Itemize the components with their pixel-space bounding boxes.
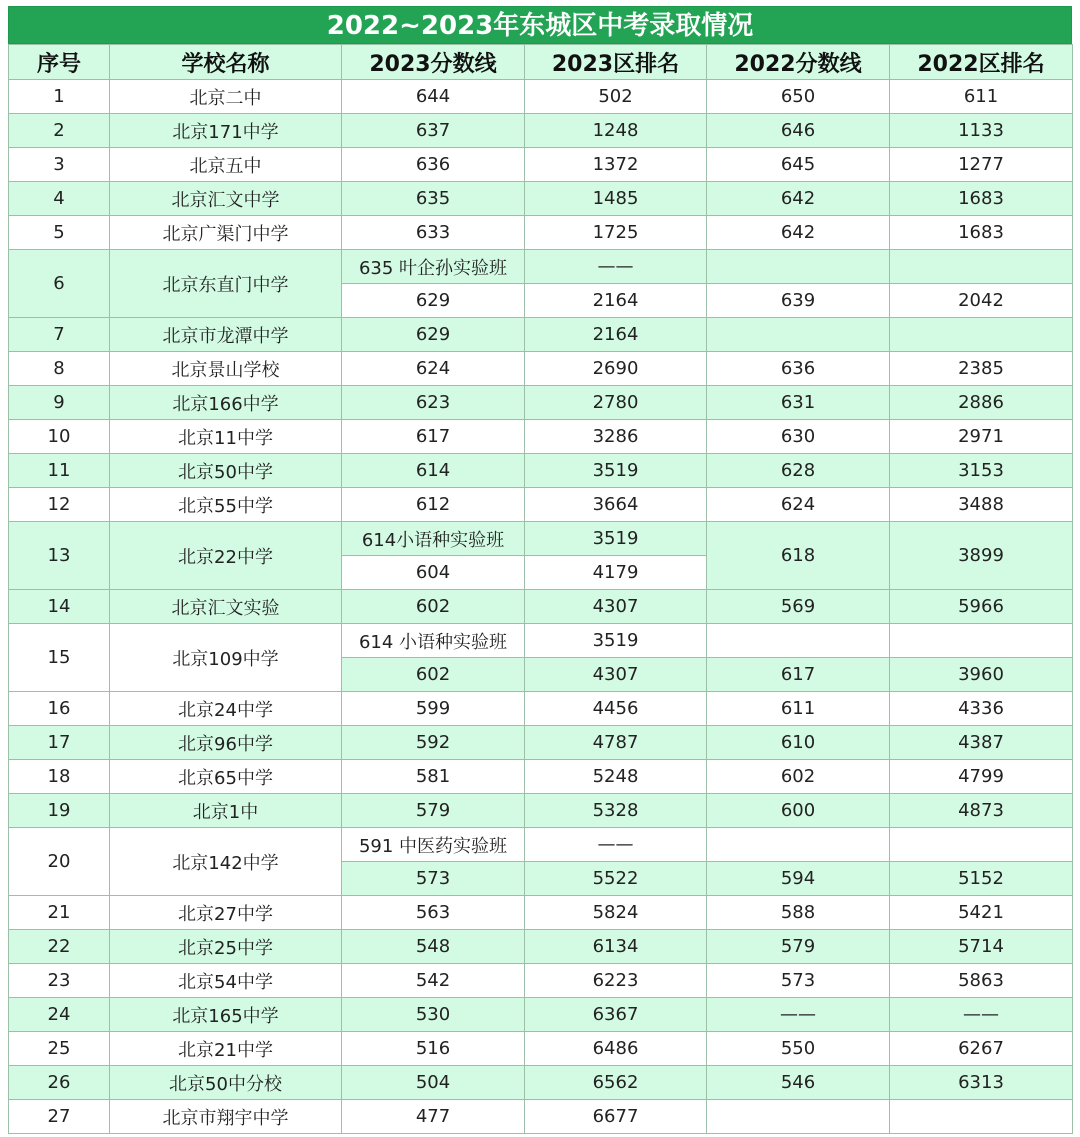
- school-name: 北京市翔宇中学: [110, 1100, 342, 1134]
- row-number: 10: [9, 420, 110, 454]
- score-2022: 594: [707, 862, 890, 896]
- admission-table-container: [8, 6, 1072, 1134]
- row-number: 21: [9, 896, 110, 930]
- rank-2023: 6367: [525, 998, 707, 1032]
- rank-2022: [890, 250, 1073, 284]
- rank-2023: 2164: [525, 284, 707, 318]
- score-2022: [707, 1100, 890, 1134]
- rank-2022: 5863: [890, 964, 1073, 998]
- score-2023: 599: [342, 692, 525, 726]
- score-2022: [707, 624, 890, 658]
- row-number: 11: [9, 454, 110, 488]
- rank-2022: 6267: [890, 1032, 1073, 1066]
- rank-2023: 4307: [525, 590, 707, 624]
- row-number: 4: [9, 182, 110, 216]
- rank-2022: 2886: [890, 386, 1073, 420]
- row-number: 5: [9, 216, 110, 250]
- table-row: [9, 590, 1073, 624]
- rank-2023: 4456: [525, 692, 707, 726]
- score-2022: 588: [707, 896, 890, 930]
- rank-2022: 4336: [890, 692, 1073, 726]
- rank-2022: 5714: [890, 930, 1073, 964]
- table-row: [9, 1066, 1073, 1100]
- score-2023: 624: [342, 352, 525, 386]
- score-2022: [707, 828, 890, 862]
- rank-2023: 3664: [525, 488, 707, 522]
- school-name: 北京1中: [110, 794, 342, 828]
- school-name: 北京五中: [110, 148, 342, 182]
- rank-2023: 1248: [525, 114, 707, 148]
- score-2023: 635: [342, 182, 525, 216]
- score-2023: 644: [342, 80, 525, 114]
- score-2022: 610: [707, 726, 890, 760]
- rank-2023: 6223: [525, 964, 707, 998]
- rank-2023: 2164: [525, 318, 707, 352]
- row-number: 19: [9, 794, 110, 828]
- rank-2023-special: 3519: [525, 624, 707, 658]
- score-2023: 629: [342, 284, 525, 318]
- score-2022: 624: [707, 488, 890, 522]
- rank-2023: 502: [525, 80, 707, 114]
- row-number: 17: [9, 726, 110, 760]
- score-2022: 650: [707, 80, 890, 114]
- score-2023: 602: [342, 658, 525, 692]
- rank-2023-special: 3519: [525, 522, 707, 556]
- table-row: [9, 386, 1073, 420]
- score-2022: 579: [707, 930, 890, 964]
- header-cell: 2023区排名: [525, 45, 707, 80]
- row-number: 2: [9, 114, 110, 148]
- school-name: 北京109中学: [110, 624, 342, 692]
- header-cell: 学校名称: [110, 45, 342, 80]
- school-name: 北京东直门中学: [110, 250, 342, 318]
- table-row: [9, 998, 1073, 1032]
- school-name: 北京22中学: [110, 522, 342, 590]
- score-2023: 614: [342, 454, 525, 488]
- score-2022: 550: [707, 1032, 890, 1066]
- rank-2023: 3519: [525, 454, 707, 488]
- rank-2023: 5522: [525, 862, 707, 896]
- school-name: 北京景山学校: [110, 352, 342, 386]
- table-row: [9, 488, 1073, 522]
- row-number: 24: [9, 998, 110, 1032]
- row-number: 26: [9, 1066, 110, 1100]
- row-number: 16: [9, 692, 110, 726]
- row-number: 12: [9, 488, 110, 522]
- school-name: 北京55中学: [110, 488, 342, 522]
- row-number: 22: [9, 930, 110, 964]
- row-number: 6: [9, 250, 110, 318]
- score-2023-special: 635 叶企孙实验班: [342, 250, 525, 284]
- school-name: 北京165中学: [110, 998, 342, 1032]
- school-name: 北京汇文实验: [110, 590, 342, 624]
- table-row: [9, 930, 1073, 964]
- school-name: 北京65中学: [110, 760, 342, 794]
- rank-2023: 6486: [525, 1032, 707, 1066]
- score-2022: 642: [707, 216, 890, 250]
- rank-2023: 6134: [525, 930, 707, 964]
- school-name: 北京166中学: [110, 386, 342, 420]
- rank-2022: 1683: [890, 216, 1073, 250]
- header-cell: 序号: [9, 45, 110, 80]
- score-2023: 617: [342, 420, 525, 454]
- score-2022: [707, 318, 890, 352]
- score-2023: 516: [342, 1032, 525, 1066]
- school-name: 北京市龙潭中学: [110, 318, 342, 352]
- school-name: 北京96中学: [110, 726, 342, 760]
- rank-2022: 4873: [890, 794, 1073, 828]
- score-2022: 639: [707, 284, 890, 318]
- rank-2022: 3899: [890, 522, 1073, 590]
- score-2022: [707, 250, 890, 284]
- rank-2022: [890, 318, 1073, 352]
- school-name: 北京25中学: [110, 930, 342, 964]
- rank-2022: 1133: [890, 114, 1073, 148]
- rank-2023: 6677: [525, 1100, 707, 1134]
- rank-2022: 1277: [890, 148, 1073, 182]
- school-name: 北京171中学: [110, 114, 342, 148]
- score-2023: 602: [342, 590, 525, 624]
- table-row: [9, 896, 1073, 930]
- score-2022: 600: [707, 794, 890, 828]
- score-2023-special: 591 中医药实验班: [342, 828, 525, 862]
- rank-2022: 4799: [890, 760, 1073, 794]
- rank-2023: 4179: [525, 556, 707, 590]
- rank-2022: 3153: [890, 454, 1073, 488]
- row-number: 1: [9, 80, 110, 114]
- table-row: [9, 624, 1073, 658]
- rank-2023: 1485: [525, 182, 707, 216]
- rank-2022: 5966: [890, 590, 1073, 624]
- row-number: 20: [9, 828, 110, 896]
- table-row: [9, 726, 1073, 760]
- row-number: 8: [9, 352, 110, 386]
- rank-2022: [890, 1100, 1073, 1134]
- rank-2023: 3286: [525, 420, 707, 454]
- score-2022: 645: [707, 148, 890, 182]
- row-number: 25: [9, 1032, 110, 1066]
- rank-2023: 2780: [525, 386, 707, 420]
- table-row: [9, 420, 1073, 454]
- score-2023: 573: [342, 862, 525, 896]
- rank-2022: [890, 828, 1073, 862]
- score-2022: 642: [707, 182, 890, 216]
- table-row: [9, 148, 1073, 182]
- table-row: [9, 454, 1073, 488]
- table-row: [9, 692, 1073, 726]
- table-row: [9, 1100, 1073, 1134]
- score-2023-special: 614 小语种实验班: [342, 624, 525, 658]
- row-number: 7: [9, 318, 110, 352]
- rank-2022: 2971: [890, 420, 1073, 454]
- rank-2023: 4307: [525, 658, 707, 692]
- rank-2022: 2385: [890, 352, 1073, 386]
- score-2023: 623: [342, 386, 525, 420]
- score-2023: 636: [342, 148, 525, 182]
- table-row: [9, 318, 1073, 352]
- rank-2022: 5152: [890, 862, 1073, 896]
- school-name: 北京24中学: [110, 692, 342, 726]
- score-2022: 630: [707, 420, 890, 454]
- rank-2022: 3488: [890, 488, 1073, 522]
- school-name: 北京二中: [110, 80, 342, 114]
- table-row: [9, 80, 1073, 114]
- score-2023: 563: [342, 896, 525, 930]
- rank-2022: 6313: [890, 1066, 1073, 1100]
- score-2023: 504: [342, 1066, 525, 1100]
- school-name: 北京11中学: [110, 420, 342, 454]
- table-row: [9, 794, 1073, 828]
- school-name: 北京54中学: [110, 964, 342, 998]
- score-2022: 546: [707, 1066, 890, 1100]
- rank-2022: [890, 624, 1073, 658]
- score-2023: 530: [342, 998, 525, 1032]
- row-number: 9: [9, 386, 110, 420]
- score-2023: 542: [342, 964, 525, 998]
- rank-2023: 5328: [525, 794, 707, 828]
- score-2023: 581: [342, 760, 525, 794]
- table-row: [9, 182, 1073, 216]
- school-name: 北京50中学: [110, 454, 342, 488]
- score-2022: 617: [707, 658, 890, 692]
- table-row: [9, 828, 1073, 862]
- rank-2023: 1725: [525, 216, 707, 250]
- school-name: 北京汇文中学: [110, 182, 342, 216]
- score-2023-special: 614小语种实验班: [342, 522, 525, 556]
- score-2022: 602: [707, 760, 890, 794]
- score-2022: 569: [707, 590, 890, 624]
- rank-2022: ——: [890, 998, 1073, 1032]
- table-row: [9, 216, 1073, 250]
- table-row: [9, 1032, 1073, 1066]
- table-row: [9, 522, 1073, 556]
- row-number: 27: [9, 1100, 110, 1134]
- score-2022: 636: [707, 352, 890, 386]
- rank-2023: 5248: [525, 760, 707, 794]
- school-name: 北京广渠门中学: [110, 216, 342, 250]
- header-cell: 2022区排名: [890, 45, 1073, 80]
- score-2023: 604: [342, 556, 525, 590]
- score-2023: 637: [342, 114, 525, 148]
- score-2022: ——: [707, 998, 890, 1032]
- score-2023: 629: [342, 318, 525, 352]
- score-2023: 633: [342, 216, 525, 250]
- rank-2022: 611: [890, 80, 1073, 114]
- table-row: [9, 114, 1073, 148]
- row-number: 18: [9, 760, 110, 794]
- rank-2023-special: ——: [525, 250, 707, 284]
- rank-2022: 3960: [890, 658, 1073, 692]
- score-2023: 592: [342, 726, 525, 760]
- row-number: 3: [9, 148, 110, 182]
- score-2022: 628: [707, 454, 890, 488]
- rank-2022: 2042: [890, 284, 1073, 318]
- rank-2023: 5824: [525, 896, 707, 930]
- rank-2023: 1372: [525, 148, 707, 182]
- row-number: 23: [9, 964, 110, 998]
- score-2022: 618: [707, 522, 890, 590]
- header-cell: 2023分数线: [342, 45, 525, 80]
- score-2023: 477: [342, 1100, 525, 1134]
- rank-2023: 4787: [525, 726, 707, 760]
- table-row: [9, 760, 1073, 794]
- rank-2023: 2690: [525, 352, 707, 386]
- admission-table: [8, 44, 1073, 1134]
- school-name: 北京21中学: [110, 1032, 342, 1066]
- header-row: [9, 45, 1073, 80]
- rank-2022: 5421: [890, 896, 1073, 930]
- rank-2023: 6562: [525, 1066, 707, 1100]
- score-2022: 573: [707, 964, 890, 998]
- score-2023: 612: [342, 488, 525, 522]
- header-cell: 2022分数线: [707, 45, 890, 80]
- row-number: 13: [9, 522, 110, 590]
- table-row: [9, 250, 1073, 284]
- score-2023: 579: [342, 794, 525, 828]
- rank-2022: 4387: [890, 726, 1073, 760]
- row-number: 14: [9, 590, 110, 624]
- rank-2022: 1683: [890, 182, 1073, 216]
- rank-2023-special: ——: [525, 828, 707, 862]
- table-row: [9, 352, 1073, 386]
- score-2022: 631: [707, 386, 890, 420]
- school-name: 北京142中学: [110, 828, 342, 896]
- row-number: 15: [9, 624, 110, 692]
- table-row: [9, 964, 1073, 998]
- score-2022: 611: [707, 692, 890, 726]
- school-name: 北京27中学: [110, 896, 342, 930]
- table-title: 2022~2023年东城区中考录取情况: [8, 6, 1072, 44]
- score-2022: 646: [707, 114, 890, 148]
- school-name: 北京50中分校: [110, 1066, 342, 1100]
- score-2023: 548: [342, 930, 525, 964]
